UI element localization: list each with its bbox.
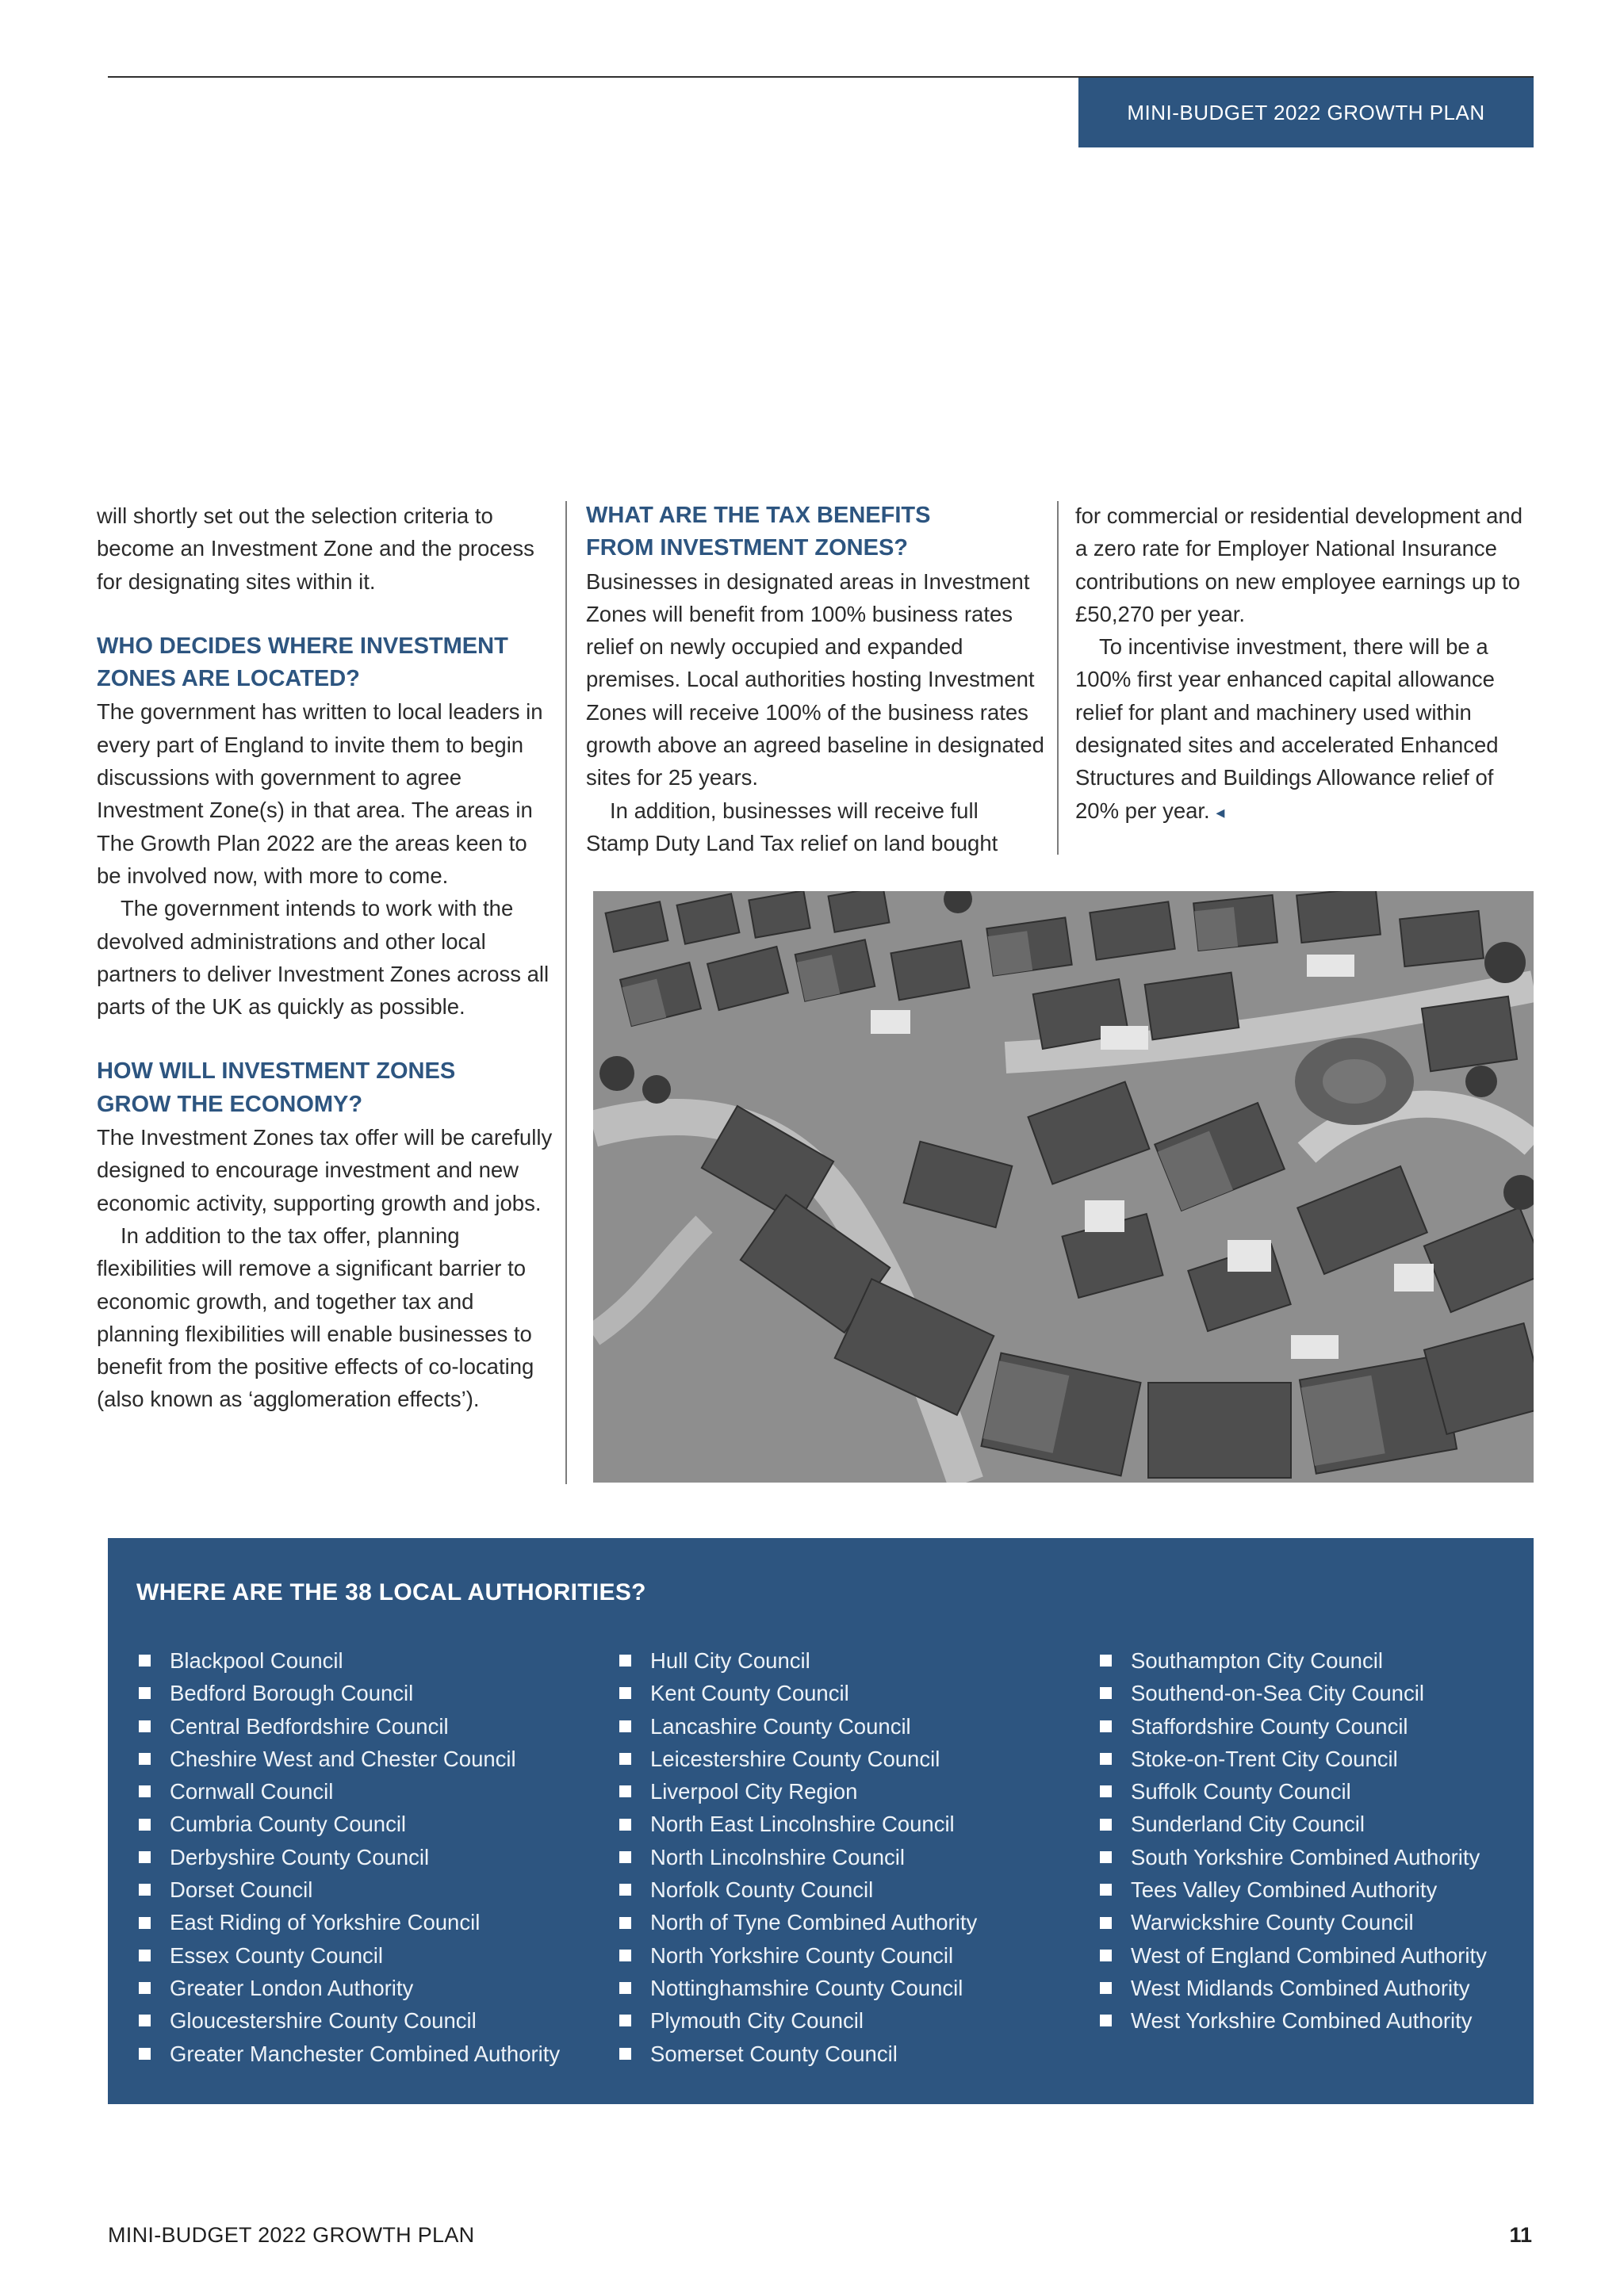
authority-list-item (1097, 1939, 1487, 1972)
square-bullet-icon (1100, 1917, 1112, 1929)
heading-line: ZONES ARE LOCATED? (97, 666, 360, 692)
square-bullet-icon (1100, 1884, 1112, 1896)
authority-name: Cheshire West and Chester Council (170, 1746, 516, 1771)
square-bullet-icon (619, 1884, 631, 1896)
body-paragraph (1075, 630, 1535, 828)
square-bullet-icon (1100, 1982, 1112, 1994)
authority-name: Liverpool City Region (650, 1779, 858, 1804)
authority-list-item (136, 1841, 560, 1873)
authority-name: Cumbria County Council (170, 1812, 407, 1837)
authority-list-item (136, 1743, 560, 1775)
authority-list-item (1097, 1808, 1487, 1840)
authority-list-item (1097, 1972, 1487, 2004)
square-bullet-icon (139, 1655, 151, 1667)
authority-list-item (136, 1808, 560, 1840)
authority-name: Blackpool Council (170, 1648, 343, 1673)
section-heading-tax-benefits (586, 499, 1046, 565)
authority-name: Kent County Council (650, 1681, 849, 1706)
square-bullet-icon (1100, 1819, 1112, 1831)
body-paragraph: In addition, businesses will receive full Stamp Duty Land Tax relief on land bought (586, 798, 998, 855)
local-authorities-panel (108, 1538, 1534, 2104)
end-of-article-icon: ◂ (1216, 802, 1225, 822)
square-bullet-icon (619, 1687, 631, 1699)
body-paragraph: The government intends to work with the devolved administrations and other local partners to deliver Investment Zones across all parts of the UK as quickly as possible. (97, 896, 550, 1020)
square-bullet-icon (619, 1785, 631, 1797)
authority-list-item (1097, 1775, 1487, 1808)
square-bullet-icon (139, 1687, 151, 1699)
authority-name: Warwickshire County Council (1131, 1910, 1414, 1935)
authority-list-item (136, 1972, 560, 2004)
square-bullet-icon (139, 1884, 151, 1896)
authority-name: Somerset County Council (650, 2041, 898, 2066)
authority-name: Central Bedfordshire Council (170, 1713, 449, 1739)
authority-list-item (1097, 1906, 1487, 1938)
heading-line: GROW THE ECONOMY? (97, 1091, 363, 1117)
authority-list-item (1097, 1710, 1487, 1743)
authority-list-item (1097, 1743, 1487, 1775)
authority-name: Tees Valley Combined Authority (1131, 1877, 1438, 1903)
body-paragraph: for commercial or residential development and a zero rate for Employer National Insurance contributions on new employee earnings up to £50,270 per year. (1075, 503, 1523, 626)
square-bullet-icon (1100, 1720, 1112, 1732)
heading-line: FROM INVESTMENT ZONES? (586, 535, 908, 561)
square-bullet-icon (619, 1655, 631, 1667)
article-column-2 (586, 499, 1046, 859)
authority-list-item (617, 1644, 977, 1677)
square-bullet-icon (619, 2048, 631, 2060)
square-bullet-icon (139, 1950, 151, 1961)
authority-list-item (617, 1775, 977, 1808)
authority-list-item (617, 2004, 977, 2037)
square-bullet-icon (619, 1950, 631, 1961)
authorities-list-3 (1097, 1644, 1487, 2038)
authority-list-item (617, 1841, 977, 1873)
authority-name: North Yorkshire County Council (650, 1942, 954, 1968)
authority-name: Sunderland City Council (1131, 1812, 1365, 1837)
page-number: 11 (1509, 2223, 1532, 2247)
authority-name: South Yorkshire Combined Authority (1131, 1844, 1480, 1869)
authority-name: Staffordshire County Council (1131, 1713, 1408, 1739)
authority-name: Plymouth City Council (650, 2008, 864, 2034)
square-bullet-icon (139, 1982, 151, 1994)
column-divider (1057, 501, 1059, 855)
authority-name: Nottinghamshire County Council (650, 1975, 963, 2000)
authority-name: Greater London Authority (170, 1975, 414, 2000)
authority-name: North East Lincolnshire Council (650, 1812, 955, 1837)
square-bullet-icon (1100, 1785, 1112, 1797)
authority-list-item (1097, 1873, 1487, 1906)
authority-list-item (1097, 2004, 1487, 2037)
authority-list-item (617, 2038, 977, 2070)
heading-line: WHO DECIDES WHERE INVESTMENT (97, 633, 508, 659)
heading-line: WHAT ARE THE TAX BENEFITS (586, 503, 931, 528)
square-bullet-icon (139, 1753, 151, 1765)
square-bullet-icon (1100, 1753, 1112, 1765)
square-bullet-icon (619, 1819, 631, 1831)
square-bullet-icon (1100, 1655, 1112, 1667)
square-bullet-icon (139, 2048, 151, 2060)
article-column-3 (1075, 499, 1535, 828)
authority-list-item (617, 1873, 977, 1906)
authority-name: Derbyshire County Council (170, 1844, 430, 1869)
square-bullet-icon (139, 1720, 151, 1732)
authority-name: Lancashire County Council (650, 1713, 911, 1739)
square-bullet-icon (1100, 2015, 1112, 2026)
authority-name: Hull City Council (650, 1648, 810, 1673)
authority-list-item (1097, 1841, 1487, 1873)
aerial-housing-photo (593, 891, 1534, 1483)
authority-list-item (1097, 1677, 1487, 1709)
authority-list-item (136, 2038, 560, 2070)
authority-list-item (617, 1710, 977, 1743)
authority-list-item (1097, 1644, 1487, 1677)
authority-name: West of England Combined Authority (1131, 1942, 1487, 1968)
authority-name: West Yorkshire Combined Authority (1131, 2008, 1473, 2034)
paragraph-text: To incentivise investment, there will be a 100% first year enhanced capital allowance relief for plant and machinery used within designated sites and accelerated Enhanced Structures and Buildings Allowance relief of 20% per year. (1075, 634, 1499, 823)
footer-title: MINI-BUDGET 2022 GROWTH PLAN (108, 2223, 475, 2247)
authority-name: Southampton City Council (1131, 1648, 1383, 1673)
authority-name: Essex County Council (170, 1942, 384, 1968)
authority-list-item (617, 1743, 977, 1775)
square-bullet-icon (619, 1753, 631, 1765)
square-bullet-icon (139, 1819, 151, 1831)
authority-list-item (136, 1644, 560, 1677)
section-heading-how-will-grow (97, 1055, 557, 1121)
body-paragraph: The government has written to local leaders in every part of England to invite them to begin discussions with government to agree Investment Zone(s) in that area. The areas in The Growth Plan 2022 are the areas keen to be involved now, with more to come. (97, 699, 543, 888)
authority-name: West Midlands Combined Authority (1131, 1975, 1470, 2000)
authority-name: Stoke-on-Trent City Council (1131, 1746, 1398, 1771)
body-paragraph: The Investment Zones tax offer will be carefully designed to encourage investment and new economic activity, supporting growth and jobs. (97, 1125, 553, 1215)
authority-name: Greater Manchester Combined Authority (170, 2041, 561, 2066)
authority-name: Southend-on-Sea City Council (1131, 1681, 1424, 1706)
square-bullet-icon (619, 1982, 631, 1994)
authority-name: Suffolk County Council (1131, 1779, 1351, 1804)
authorities-list-1 (136, 1644, 560, 2070)
square-bullet-icon (1100, 1950, 1112, 1961)
column-divider (565, 501, 567, 1484)
panel-title: WHERE ARE THE 38 LOCAL AUTHORITIES? (136, 1579, 646, 1605)
authority-list-item (136, 1906, 560, 1938)
square-bullet-icon (139, 1851, 151, 1863)
authority-name: Bedford Borough Council (170, 1681, 414, 1706)
authority-name: Leicestershire County Council (650, 1746, 940, 1771)
authority-name: East Riding of Yorkshire Council (170, 1910, 481, 1935)
intro-paragraph: will shortly set out the selection criteria to become an Investment Zone and the process for designating sites within it. (97, 503, 534, 594)
authority-list-item (617, 1906, 977, 1938)
square-bullet-icon (619, 1720, 631, 1732)
authority-list-item (617, 1939, 977, 1972)
authority-list-item (136, 1775, 560, 1808)
authorities-list-2 (617, 1644, 977, 2070)
authority-list-item (617, 1972, 977, 2004)
authority-list-item (617, 1677, 977, 1709)
body-paragraph: Businesses in designated areas in Investment Zones will benefit from 100% business rates relief on newly occupied and expanded premises. Local authorities hosting Investment Zones will receive 100% of the business rates growth above an agreed baseline in designated sites for 25 years. (586, 568, 1044, 790)
authority-name: Cornwall Council (170, 1779, 334, 1804)
heading-line: HOW WILL INVESTMENT ZONES (97, 1058, 456, 1085)
authority-list-item (136, 1873, 560, 1906)
square-bullet-icon (1100, 1687, 1112, 1699)
authority-name: Gloucestershire County Council (170, 2008, 477, 2034)
square-bullet-icon (619, 2015, 631, 2026)
authority-list-item (136, 2004, 560, 2037)
section-heading-who-decides (97, 630, 557, 696)
authority-name: Dorset Council (170, 1877, 313, 1903)
square-bullet-icon (619, 1917, 631, 1929)
article-column-1 (97, 499, 557, 1416)
square-bullet-icon (139, 1917, 151, 1929)
square-bullet-icon (139, 1785, 151, 1797)
square-bullet-icon (139, 2015, 151, 2026)
authority-list-item (136, 1677, 560, 1709)
header-tab: MINI-BUDGET 2022 GROWTH PLAN (1078, 78, 1534, 147)
authority-name: North Lincolnshire Council (650, 1844, 905, 1869)
square-bullet-icon (619, 1851, 631, 1863)
authority-list-item (617, 1808, 977, 1840)
authority-list-item (136, 1939, 560, 1972)
body-paragraph: In addition to the tax offer, planning flexibilities will remove a significant barrier to economic growth, and together tax and planning flexibilities will enable businesses to benefit from the positive effects of co-locating (also known as ‘agglomeration effects’). (97, 1223, 534, 1412)
authority-name: North of Tyne Combined Authority (650, 1910, 978, 1935)
authority-list-item (136, 1710, 560, 1743)
square-bullet-icon (1100, 1851, 1112, 1863)
authority-name: Norfolk County Council (650, 1877, 874, 1903)
